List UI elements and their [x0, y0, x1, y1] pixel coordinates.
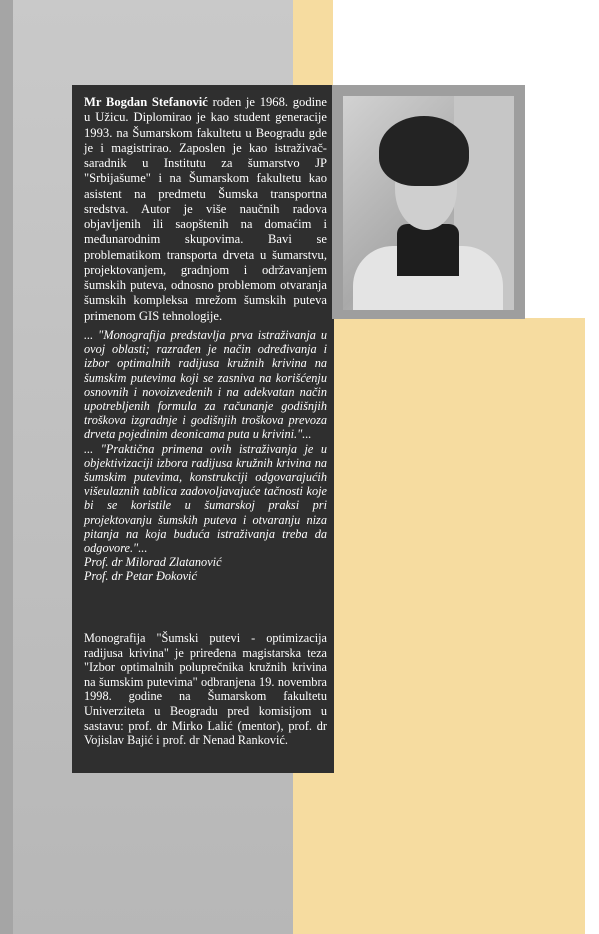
author-bio-text: rođen je 1968. godine u Užicu. Diplomirao je kao student generacije 1993. na Šumarskom fakultetu u Beogradu gde je i magistrirao. Zaposlen je kao istraživač-saradnik u Institutu za šumarstvo JP "Srbijašume" i na Šumarskom fakultetu kao asistent na predmetu Šumska transportna sredstva. Autor je više naučnih radova objavljenih ili saopštenih na domaćim i međunarodnim skupovima. Bavi se problematikom transporta drveta u šumarstvu, projektovanjem, gradnjom i održavanjem šumskih puteva, odnosno problemom otvaranja šumskih kompleksa mrežom šumskih puteva primenom GIS tehnologije.	[84, 95, 328, 323]
review-quote-1: ... "Monografija predstavlja prva istraživanja u ovoj oblasti; razrađen je način određivanja i izbor optimalnih radijusa kružnih krivina na šumskim putevima koji se zasniva na korišćenju osnovnih i novoizvedenih i na adekvatan način upotrebljenih formula za računanje godišnjih troškova izgradnje i godišnjih troškova prevoza drveta pojedinim deonicama puta u krivini."...	[84, 328, 327, 442]
gray-edge-band	[0, 0, 13, 934]
reviewer-1: Prof. dr Milorad Zlatanović	[84, 555, 222, 570]
author-name: Mr Bogdan Stefanović	[84, 95, 208, 109]
reviewer-2: Prof. dr Petar Đoković	[84, 569, 197, 584]
photo-hair	[379, 116, 469, 186]
review-quotes	[84, 328, 327, 584]
yellow-block	[333, 318, 585, 934]
review-quote-2: ... "Praktična primena ovih istraživanja je u objektivizaciji izbora radijusa kružnih krivina na šumskim putevima, konstrukciji odgovarajućih višeulaznih tablica zadovoljavajuće tačnosti koje bi se koristile u šumarskoj praksi pri projektovanju šumskih puteva i otvaranju niza pitanja na koja buduća istraživanja treba da odgovore."...	[84, 441, 327, 556]
monograph-description: Monografija "Šumski putevi - optimizacija radijusa krivina" je priređena magistarska teza "Izbor optimalnih poluprečnika kružnih krivina na šumskim putevima" odbranjena 19. novembra 1998. godine na Šumarskom fakultetu Univerziteta u Beogradu pred komisijom u sastavu: prof. dr Mirko Lalić (mentor), prof. dr Vojislav Bajić i prof. dr Nenad Ranković.	[84, 631, 327, 748]
photo-turtleneck	[397, 224, 459, 276]
author-bio	[84, 95, 327, 324]
author-photo	[343, 96, 514, 310]
